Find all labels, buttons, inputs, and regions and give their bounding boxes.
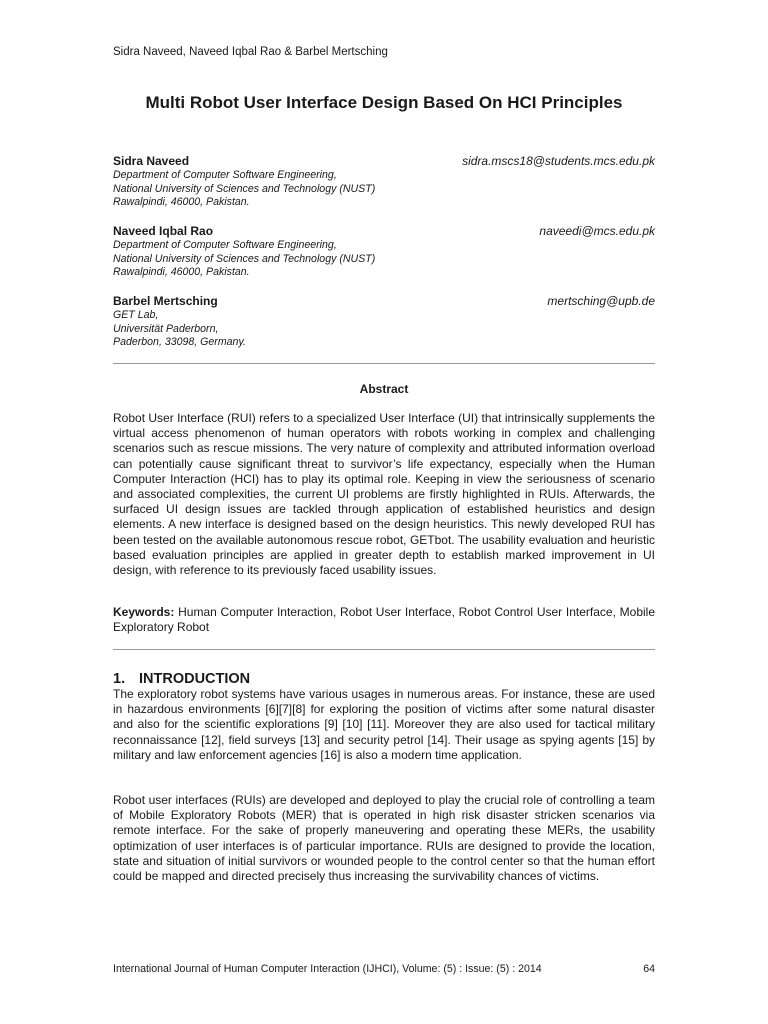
affiliation-line: Department of Computer Software Engineering, [113, 239, 337, 251]
paper-title: Multi Robot User Interface Design Based On HCI Principles [145, 93, 623, 112]
affiliation-line: Department of Computer Software Engineering, [113, 169, 337, 181]
affiliation-line: National University of Sciences and Technology (NUST) [113, 182, 376, 195]
divider [113, 363, 655, 364]
page-number: 64 [643, 963, 655, 975]
body-paragraph: The exploratory robot systems have various usages in numerous areas. For instance, these are used in hazardous environments [6][7][8] for exploring the position of victims after some natural disaster and also for the scientific explorations [9] [10] [11]. Moreover they are also used for tactical military reconnaissance [12], field surveys [13] and security petrol [14]. Their usage as spying agents [15] by military and law enforcement agencies [16] is also a modern time application. [113, 687, 655, 762]
affiliation-line: Paderbon, 33098, Germany. [113, 336, 246, 348]
author-email[interactable]: sidra.mscs18@students.mcs.edu.pk [462, 154, 655, 168]
author-name: Naveed Iqbal Rao [113, 224, 214, 238]
author-name: Barbel Mertsching [113, 294, 218, 308]
author-block [113, 224, 655, 280]
running-head: Sidra Naveed, Naveed Iqbal Rao & Barbel Mertsching [113, 46, 388, 58]
affiliation-line: Rawalpindi, 46000, Pakistan. [113, 266, 250, 278]
body-paragraph: Robot user interfaces (RUIs) are developed and deployed to play the crucial role of controlling a team of Mobile Exploratory Robots (MER) that is operated in high risk disaster stricken scenarios via remote interface. For the sake of properly maneuvering and operating these MERs, the usability optimization of user interfaces is of particular importance. RUIs are designed to provide the location, state and situation of initial survivors or wounded people to the control center so that the human effort could be mapped and directed precisely thus increasing the survivability chances of victims. [113, 793, 655, 884]
affiliation-line: Universität Paderborn, [113, 322, 219, 335]
section-title: INTRODUCTION [139, 671, 251, 687]
section-heading [113, 671, 250, 687]
author-name: Sidra Naveed [113, 154, 190, 168]
keywords [113, 605, 655, 635]
affiliation-line: Rawalpindi, 46000, Pakistan. [113, 196, 250, 208]
affiliation-line: National University of Sciences and Technology (NUST) [113, 252, 376, 265]
affiliation-line: GET Lab, [113, 309, 159, 321]
journal-footer: International Journal of Human Computer Interaction (IJHCI), Volume: (5) : Issue: (5) : 2014 [113, 963, 542, 975]
abstract-heading: Abstract [359, 382, 409, 396]
divider [113, 649, 655, 650]
abstract-text: Robot User Interface (RUI) refers to a specialized User Interface (UI) that intrinsically supplements the virtual access phenomenon of human operators with robots working in complex and challenging scenarios such as rescue missions. The very nature of complexity and attributed information overload can potentially cause significant threat to survivor’s life expectancy, especially when the Human Computer Interaction (HCI) has to play its optimal role. Keeping in view the seriousness of scenario and associated complexities, the current UI problems are firstly highlighted in RUIs. Afterwards, the surfaced UI design issues are tackled through application of established heuristics and design elements. A new interface is designed based on the design heuristics. This newly developed RUI has been tested on the available autonomous rescue robot, GETbot. The usability evaluation and heuristic based evaluation principles are applied in greater depth to establish marked improvement in UI design, with reference to its previously faced usability issues. [113, 411, 655, 578]
author-email[interactable]: mertsching@upb.de [547, 294, 655, 308]
author-block [113, 294, 655, 350]
author-block [113, 154, 655, 210]
section-number: 1. [113, 671, 126, 687]
author-email[interactable]: naveedi@mcs.edu.pk [539, 224, 655, 238]
keywords-label: Keywords: [113, 605, 175, 619]
keywords-text: Human Computer Interaction, Robot User Interface, Robot Control User Interface, Mobile Exploratory Robot [113, 605, 655, 635]
